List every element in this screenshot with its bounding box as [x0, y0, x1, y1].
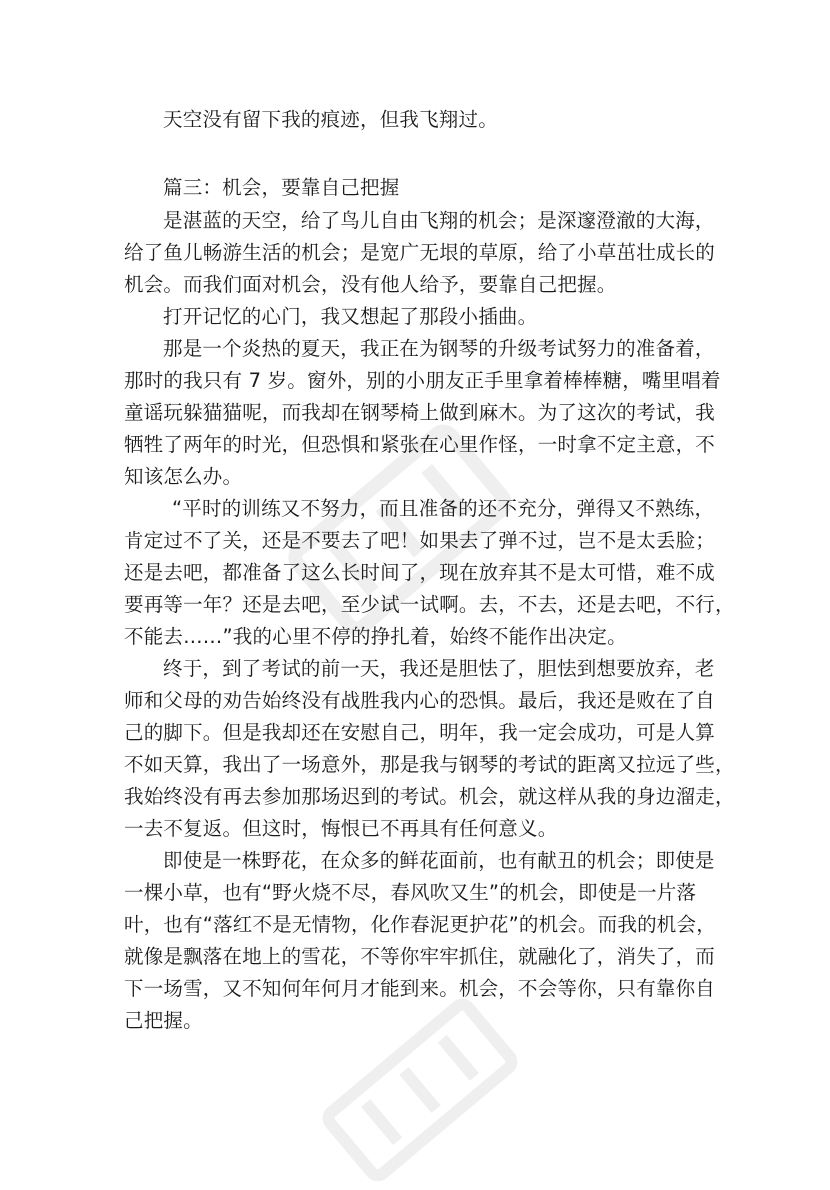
paragraph-line: 还是去吧，都准备了这么长时间了，现在放弃其不是太可惜，难不成 — [124, 561, 716, 584]
paragraph-line: 打开记忆的心门，我又想起了那段小插曲。 — [163, 305, 538, 328]
paragraph-line: 知该怎么办。 — [124, 465, 243, 488]
paragraph-line: 师和父母的劝告始终没有战胜我内心的恐惧。最后，我还是败在了自 — [124, 689, 716, 712]
paragraph-line: 机会。而我们面对机会，没有他人给予，要靠自己把握。 — [124, 273, 617, 296]
paragraph-line: 一去不复返。但这时，悔恨已不再具有任何意义。 — [124, 817, 558, 840]
paragraph-line: 己的脚下。但是我却还在安慰自己，明年，我一定会成功，可是人算 — [124, 721, 716, 744]
opening-line: 天空没有留下我的痕迹，但我飞翔过。 — [163, 108, 498, 131]
section-title: 篇三：机会，要靠自己把握 — [163, 176, 400, 199]
paragraph-line: 那是一个炎热的夏天，我正在为钢琴的升级考试努力的准备着， — [163, 337, 715, 360]
paragraph-line: 给了鱼儿畅游生活的机会；是宽广无垠的草原，给了小草茁壮成长的 — [124, 241, 716, 264]
paragraph-line: 终于，到了考试的前一天，我还是胆怯了，胆怯到想要放弃，老 — [163, 657, 715, 680]
paragraph-line: 己把握。 — [124, 1009, 203, 1032]
paragraph-line: 下一场雪，又不知何年何月才能到来。机会，不会等你，只有靠你自 — [124, 977, 716, 1000]
document-watermark-icon — [290, 990, 550, 1190]
paragraph-line: 一棵小草，也有“野火烧不尽，春风吹又生”的机会，即使是一片落 — [124, 881, 697, 904]
paragraph-line: 童谣玩躲猫猫呢，而我却在钢琴椅上做到麻木。为了这次的考试，我 — [124, 401, 716, 424]
paragraph-line: 叶，也有“落红不是无情物，化作春泥更护花”的机会。而我的机会， — [124, 913, 716, 936]
paragraph-line: 要再等一年？还是去吧，至少试一试啊。去，不去，还是去吧，不行， — [124, 593, 735, 616]
paragraph-line: 不如天算，我出了一场意外，那是我与钢琴的考试的距离又拉远了些， — [124, 753, 735, 776]
paragraph-line: 不能去……”我的心里不停的挣扎着，始终不能作出决定。 — [124, 625, 627, 648]
paragraph-line: 牺牲了两年的时光，但恐惧和紧张在心里作怪，一时拿不定主意，不 — [124, 433, 716, 456]
paragraph-line: 是湛蓝的天空，给了鸟儿自由飞翔的机会；是深邃澄澈的大海， — [163, 209, 715, 232]
paragraph-line: 肯定过不了关，还是不要去了吧！如果去了弹不过，岂不是太丢脸； — [124, 529, 716, 552]
paragraph-line: 那时的我只有 7 岁。窗外，别的小朋友正手里拿着棒棒糖，嘴里唱着 — [124, 369, 721, 392]
paragraph-line: 我始终没有再去参加那场迟到的考试。机会，就这样从我的身边溜走， — [124, 785, 735, 808]
paragraph-line: “平时的训练又不努力，而且准备的还不充分，弹得又不熟练， — [172, 497, 715, 520]
paragraph-line: 就像是飘落在地上的雪花，不等你牢牢抓住，就融化了，消失了，而 — [124, 945, 716, 968]
paragraph-line: 即使是一株野花，在众多的鲜花面前，也有献丑的机会；即使是 — [163, 849, 715, 872]
